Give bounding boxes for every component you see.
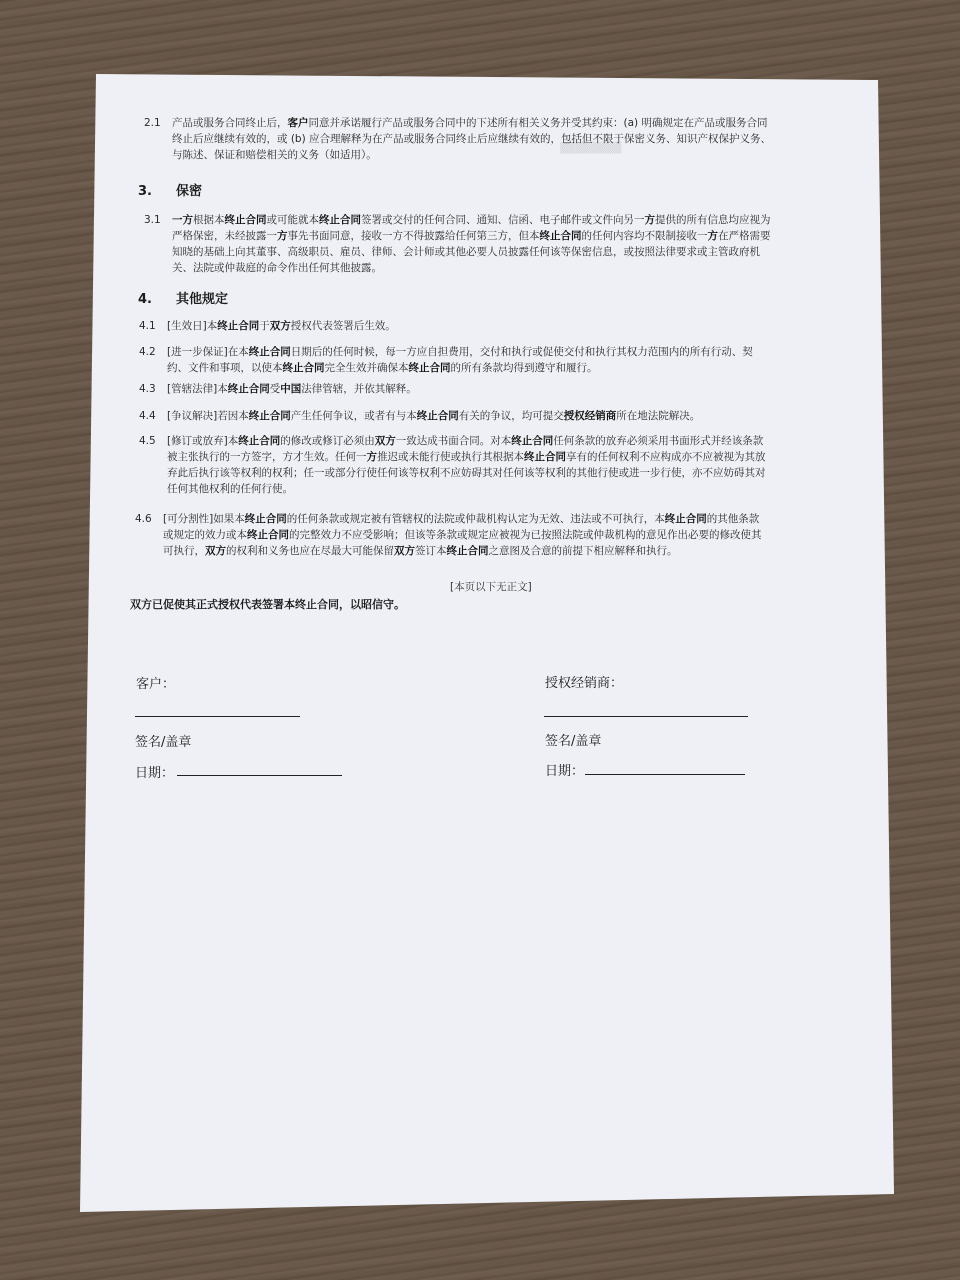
end-of-text-note: [本页以下无正文] bbox=[450, 581, 532, 593]
bleed-through-text: ▒▒▒▒▒▒▒▒ bbox=[560, 143, 622, 154]
clause-number: 4.6 bbox=[135, 513, 152, 525]
customer-sign-seal-label: 签名/盖章 bbox=[135, 735, 192, 750]
clause-line: [修订或放弃]本终止合同的修改或修订必须由双方一致达成书面合同。对本终止合同任何条款的放弃必须采用书面形式并经该条款 bbox=[167, 435, 764, 447]
section-title: 其他规定 bbox=[176, 292, 229, 307]
clause-line: 终止后应继续有效的，或 (b) 应合理解释为在产品或服务合同终止后应继续有效的，包括但不限于保密义务、知识产权保护义务、 bbox=[172, 133, 772, 145]
clause-line: 被主张执行的一方签字，方才生效。任何一方推迟或未能行使或执行其根据本终止合同享有的任何权利不应构成亦不应被视为其放 bbox=[167, 451, 766, 463]
customer-signature-line[interactable] bbox=[135, 716, 300, 717]
dealer-date-label: 日期： bbox=[545, 764, 585, 779]
clause-line: [可分割性]如果本终止合同的任何条款或规定被有管辖权的法院或仲裁机构认定为无效、违法或不可执行，本终止合同的其他条款 bbox=[163, 513, 760, 525]
clause-line: [生效日]本终止合同于双方授权代表签署后生效。 bbox=[167, 320, 396, 332]
clause-body bbox=[172, 115, 771, 163]
clause-line: 弃此后执行该等权利的权利；任一或部分行使任何该等权利不应妨碍其对任何该等权利的其他行使或进一步行使，亦不应妨碍其对 bbox=[167, 467, 766, 479]
clause-line: 任何其他权利的任何行使。 bbox=[167, 483, 293, 495]
section-title: 保密 bbox=[176, 184, 203, 199]
clause-body bbox=[167, 344, 753, 376]
clause-body bbox=[167, 381, 417, 397]
clause-number: 4.1 bbox=[139, 320, 156, 332]
clause-number: 4.2 bbox=[139, 346, 156, 358]
customer-date-line[interactable] bbox=[177, 775, 342, 776]
clause-body bbox=[167, 433, 766, 497]
dealer-signature-line[interactable] bbox=[544, 716, 748, 717]
clause-body bbox=[167, 318, 396, 334]
customer-label: 客户： bbox=[136, 677, 176, 692]
clause-line: 约、文件和事项，以使本终止合同完全生效并确保本终止合同的所有条款均得到遵守和履行。 bbox=[167, 362, 598, 374]
dealer-date-line[interactable] bbox=[585, 774, 745, 775]
section-number: 3. bbox=[138, 184, 152, 199]
clause-line: 与陈述、保证和赔偿相关的义务（如适用）。 bbox=[172, 149, 377, 161]
section-heading-4 bbox=[138, 288, 228, 307]
clause-line: 或规定的效力或本终止合同的完整效力不应受影响；但该等条款或规定应被视为已按照法院或仲裁机构的意见作出必要的修改使其 bbox=[163, 529, 762, 541]
clause-line: 知晓的基础上向其董事、高级职员、雇员、律师、会计师或其他必要人员披露任何该等保密信息，或按照法律要求或主管政府机 bbox=[172, 246, 760, 258]
dealer-label: 授权经销商： bbox=[545, 676, 624, 691]
customer-date-label: 日期： bbox=[135, 766, 175, 781]
section-heading-3 bbox=[138, 180, 202, 199]
clause-number: 2.1 bbox=[144, 117, 161, 129]
clause-number: 4.5 bbox=[139, 435, 156, 447]
clause-line: 关、法院或仲裁庭的命令作出任何其他披露。 bbox=[172, 262, 382, 274]
clause-number: 4.4 bbox=[139, 410, 156, 422]
clause-line: [争议解决]若因本终止合同产生任何争议，或者有与本终止合同有关的争议，均可提交授权经销商所在地法院解决。 bbox=[167, 410, 701, 422]
dealer-sign-seal-label: 签名/盖章 bbox=[545, 734, 602, 749]
clause-line: 一方根据本终止合同或可能就本终止合同签署或交付的任何合同、通知、信函、电子邮件或文件向另一方提供的所有信息均应视为 bbox=[172, 214, 771, 226]
clause-number: 3.1 bbox=[144, 214, 161, 226]
section-number: 4. bbox=[138, 292, 152, 307]
clause-line: 严格保密，未经披露一方事先书面同意，接收一方不得披露给任何第三方，但本终止合同的任何内容均不限制接收一方在严格需要 bbox=[172, 230, 771, 242]
clause-line: 可执行，双方的权利和义务也应在尽最大可能保留双方签订本终止合同之意图及合意的前提下相应解释和执行。 bbox=[163, 545, 678, 557]
clause-line: [进一步保证]在本终止合同日期后的任何时候，每一方应自担费用，交付和执行或促使交付和执行其权力范围内的所有行动、契 bbox=[167, 346, 753, 358]
witness-statement: 双方已促使其正式授权代表签署本终止合同，以昭信守。 bbox=[130, 598, 405, 611]
clause-body bbox=[172, 212, 771, 276]
clause-line: 产品或服务合同终止后，客户同意并承诺履行产品或服务合同中的下述所有相关义务并受其约束：(a) 明确规定在产品或服务合同 bbox=[172, 117, 768, 129]
clause-line: [管辖法律]本终止合同受中国法律管辖，并依其解释。 bbox=[167, 383, 417, 395]
clause-number: 4.3 bbox=[139, 383, 156, 395]
clause-body bbox=[163, 511, 762, 559]
clause-body bbox=[167, 408, 700, 424]
